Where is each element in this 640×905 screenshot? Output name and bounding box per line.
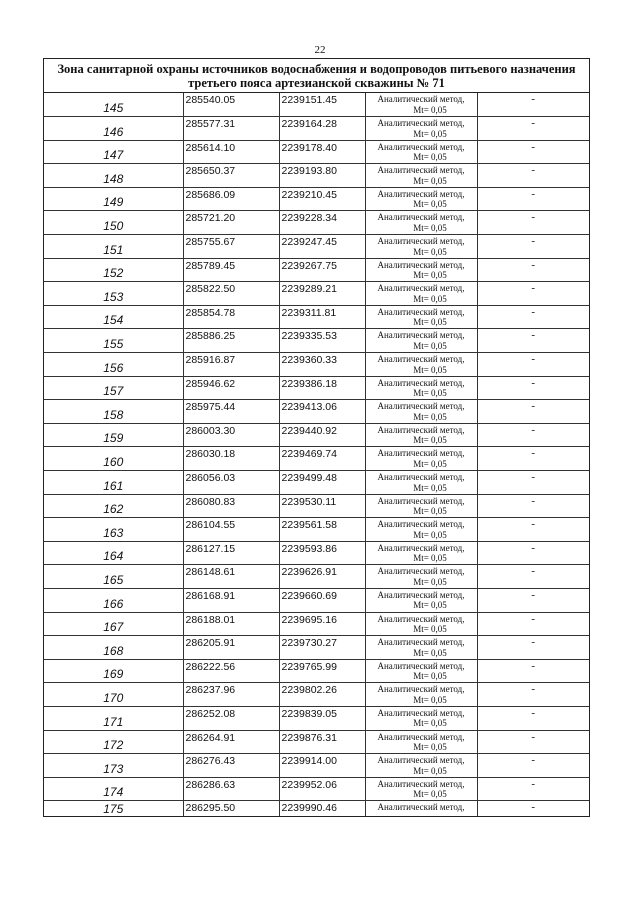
table-row (44, 754, 589, 778)
point-number-cell: 171 (44, 706, 183, 730)
description-cell: - (477, 801, 589, 816)
method-label: Аналитический метод, (377, 637, 465, 648)
table-row (44, 305, 589, 329)
x-coordinate-cell: 285975.44 (183, 400, 279, 424)
page-number: 22 (314, 44, 326, 56)
table-row (44, 541, 589, 565)
method-accuracy: Mt= 0,05 (413, 388, 447, 399)
method-accuracy: Mt= 0,05 (413, 482, 447, 493)
method-accuracy: Mt= 0,05 (413, 694, 447, 705)
method-cell (365, 754, 477, 778)
method-label: Аналитический метод, (377, 448, 465, 459)
method-accuracy: Mt= 0,05 (413, 175, 447, 186)
y-coordinate-cell: 2239335.53 (279, 329, 365, 353)
method-cell (365, 353, 477, 377)
description-cell: - (477, 423, 589, 447)
coordinates-table (44, 93, 589, 816)
method-accuracy: Mt= 0,05 (413, 128, 447, 139)
y-coordinate-cell: 2239660.69 (279, 588, 365, 612)
y-coordinate-cell: 2239164.28 (279, 117, 365, 141)
method-accuracy: Mt= 0,05 (413, 152, 447, 163)
method-cell (365, 777, 477, 801)
method-cell (365, 588, 477, 612)
y-coordinate-cell: 2239311.81 (279, 305, 365, 329)
x-coordinate-cell: 286003.30 (183, 423, 279, 447)
description-cell: - (477, 541, 589, 565)
method-label: Аналитический метод, (377, 401, 465, 412)
x-coordinate-cell: 286276.43 (183, 754, 279, 778)
method-cell (365, 235, 477, 259)
y-coordinate-cell: 2239151.45 (279, 93, 365, 117)
method-label: Аналитический метод, (377, 472, 465, 482)
description-cell: - (477, 494, 589, 518)
description-cell: - (477, 612, 589, 636)
x-coordinate-cell: 286104.55 (183, 518, 279, 542)
method-accuracy: Mt= 0,05 (413, 435, 447, 446)
method-cell (365, 706, 477, 730)
table-row (44, 140, 589, 164)
x-coordinate-cell: 286295.50 (183, 801, 279, 816)
method-cell (365, 93, 477, 117)
point-number-cell: 161 (44, 471, 183, 495)
method-cell (365, 612, 477, 636)
method-accuracy: Mt= 0,05 (413, 246, 447, 257)
method-label: Аналитический метод, (377, 354, 465, 365)
description-cell: - (477, 706, 589, 730)
y-coordinate-cell: 2239440.92 (279, 423, 365, 447)
method-label: Аналитический метод, (377, 377, 465, 388)
x-coordinate-cell: 285822.50 (183, 282, 279, 306)
method-label: Аналитический метод, (377, 802, 465, 813)
y-coordinate-cell: 2239876.31 (279, 730, 365, 754)
method-label: Аналитический метод, (377, 283, 465, 294)
point-number-cell: 163 (44, 518, 183, 542)
method-label: Аналитический метод, (377, 188, 465, 199)
x-coordinate-cell: 285614.10 (183, 140, 279, 164)
method-label: Аналитический метод, (377, 94, 465, 104)
method-label: Аналитический метод, (377, 613, 465, 624)
description-cell: - (477, 93, 589, 117)
x-coordinate-cell: 286030.18 (183, 447, 279, 471)
description-cell: - (477, 353, 589, 377)
method-accuracy: Mt= 0,05 (413, 576, 447, 587)
y-coordinate-cell: 2239289.21 (279, 282, 365, 306)
description-cell: - (477, 636, 589, 660)
method-cell (365, 305, 477, 329)
table-row (44, 565, 589, 589)
coordinates-table-body (44, 93, 589, 816)
table-row (44, 353, 589, 377)
method-label: Аналитический метод, (377, 495, 465, 506)
method-cell (365, 187, 477, 211)
method-cell (365, 376, 477, 400)
point-number-cell: 145 (44, 93, 183, 117)
method-label: Аналитический метод, (377, 141, 465, 152)
y-coordinate-cell: 2239530.11 (279, 494, 365, 518)
x-coordinate-cell: 285686.09 (183, 187, 279, 211)
description-cell: - (477, 329, 589, 353)
method-accuracy: Mt= 0,05 (413, 765, 447, 776)
point-number-cell: 146 (44, 117, 183, 141)
point-number-cell: 162 (44, 494, 183, 518)
method-accuracy: Mt= 0,05 (413, 317, 447, 328)
point-number-cell: 153 (44, 282, 183, 306)
x-coordinate-cell: 285854.78 (183, 305, 279, 329)
method-accuracy: Mt= 0,05 (413, 222, 447, 233)
method-label: Аналитический метод, (377, 589, 465, 600)
y-coordinate-cell: 2239193.80 (279, 164, 365, 188)
description-cell: - (477, 235, 589, 259)
point-number-cell: 150 (44, 211, 183, 235)
description-cell: - (477, 588, 589, 612)
table-row (44, 777, 589, 801)
method-cell (365, 659, 477, 683)
description-cell: - (477, 659, 589, 683)
table-row (44, 494, 589, 518)
point-number-cell: 159 (44, 423, 183, 447)
x-coordinate-cell: 286168.91 (183, 588, 279, 612)
x-coordinate-cell: 286286.63 (183, 777, 279, 801)
table-row (44, 93, 589, 117)
x-coordinate-cell: 286252.08 (183, 706, 279, 730)
x-coordinate-cell: 285650.37 (183, 164, 279, 188)
method-cell (365, 329, 477, 353)
description-cell: - (477, 140, 589, 164)
table-row (44, 187, 589, 211)
method-label: Аналитический метод, (377, 566, 465, 577)
y-coordinate-cell: 2239952.06 (279, 777, 365, 801)
method-label: Аналитический метод, (377, 684, 465, 695)
point-number-cell: 148 (44, 164, 183, 188)
table-row (44, 683, 589, 707)
y-coordinate-cell: 2239561.58 (279, 518, 365, 542)
method-cell (365, 683, 477, 707)
description-cell: - (477, 777, 589, 801)
method-accuracy: Mt= 0,05 (413, 742, 447, 753)
x-coordinate-cell: 285886.25 (183, 329, 279, 353)
table-row (44, 588, 589, 612)
point-number-cell: 164 (44, 541, 183, 565)
method-accuracy: Mt= 0,05 (413, 600, 447, 611)
y-coordinate-cell: 2239695.16 (279, 612, 365, 636)
point-number-cell: 149 (44, 187, 183, 211)
method-cell (365, 423, 477, 447)
description-cell: - (477, 471, 589, 495)
table-row (44, 706, 589, 730)
point-number-cell: 151 (44, 235, 183, 259)
method-cell (365, 447, 477, 471)
point-number-cell: 173 (44, 754, 183, 778)
description-cell: - (477, 211, 589, 235)
table-row (44, 329, 589, 353)
table-title-line-1: Зона санитарной охраны источников водоснабжения и водопроводов питьевого назначения (57, 62, 576, 76)
method-label: Аналитический метод, (377, 660, 465, 671)
method-accuracy: Mt= 0,05 (413, 553, 447, 564)
method-cell (365, 541, 477, 565)
point-number-cell: 175 (44, 801, 183, 816)
point-number-cell: 168 (44, 636, 183, 660)
method-label: Аналитический метод, (377, 542, 465, 553)
description-cell: - (477, 187, 589, 211)
method-cell (365, 565, 477, 589)
method-accuracy: Mt= 0,05 (413, 789, 447, 800)
point-number-cell: 174 (44, 777, 183, 801)
x-coordinate-cell: 285577.31 (183, 117, 279, 141)
y-coordinate-cell: 2239499.48 (279, 471, 365, 495)
description-cell: - (477, 447, 589, 471)
y-coordinate-cell: 2239765.99 (279, 659, 365, 683)
method-label: Аналитический метод, (377, 236, 465, 247)
method-accuracy: Mt= 0,05 (413, 647, 447, 658)
table-title-line-2: третьего пояса артезианской скважины № 71 (188, 76, 445, 90)
description-cell: - (477, 565, 589, 589)
point-number-cell: 147 (44, 140, 183, 164)
method-accuracy: Mt= 0,05 (413, 364, 447, 375)
table-row (44, 258, 589, 282)
method-label: Аналитический метод, (377, 519, 465, 530)
point-number-cell: 158 (44, 400, 183, 424)
table-row (44, 117, 589, 141)
y-coordinate-cell: 2239990.46 (279, 801, 365, 816)
table-row (44, 235, 589, 259)
x-coordinate-cell: 285721.20 (183, 211, 279, 235)
y-coordinate-cell: 2239267.75 (279, 258, 365, 282)
table-row (44, 801, 589, 816)
point-number-cell: 165 (44, 565, 183, 589)
method-label: Аналитический метод, (377, 212, 465, 223)
table-row (44, 376, 589, 400)
method-cell (365, 164, 477, 188)
y-coordinate-cell: 2239469.74 (279, 447, 365, 471)
description-cell: - (477, 258, 589, 282)
method-cell (365, 801, 477, 816)
description-cell: - (477, 400, 589, 424)
table-row (44, 164, 589, 188)
method-label: Аналитический метод, (377, 731, 465, 742)
x-coordinate-cell: 285946.62 (183, 376, 279, 400)
description-cell: - (477, 282, 589, 306)
method-label: Аналитический метод, (377, 118, 465, 129)
method-cell (365, 140, 477, 164)
description-cell: - (477, 164, 589, 188)
x-coordinate-cell: 286056.03 (183, 471, 279, 495)
method-accuracy: Mt= 0,05 (413, 340, 447, 351)
table-row (44, 282, 589, 306)
x-coordinate-cell: 285540.05 (183, 93, 279, 117)
method-cell (365, 494, 477, 518)
x-coordinate-cell: 286080.83 (183, 494, 279, 518)
point-number-cell: 172 (44, 730, 183, 754)
method-accuracy: Mt= 0,05 (413, 270, 447, 281)
method-label: Аналитический метод, (377, 707, 465, 718)
method-cell (365, 117, 477, 141)
method-accuracy: Mt= 0,05 (413, 199, 447, 210)
description-cell: - (477, 117, 589, 141)
table-row (44, 636, 589, 660)
y-coordinate-cell: 2239413.06 (279, 400, 365, 424)
y-coordinate-cell: 2239802.26 (279, 683, 365, 707)
table-row (44, 612, 589, 636)
point-number-cell: 154 (44, 305, 183, 329)
y-coordinate-cell: 2239839.05 (279, 706, 365, 730)
table-row (44, 471, 589, 495)
y-coordinate-cell: 2239247.45 (279, 235, 365, 259)
x-coordinate-cell: 285755.67 (183, 235, 279, 259)
description-cell: - (477, 305, 589, 329)
y-coordinate-cell: 2239593.86 (279, 541, 365, 565)
method-label: Аналитический метод, (377, 259, 465, 270)
description-cell: - (477, 518, 589, 542)
table-row (44, 730, 589, 754)
y-coordinate-cell: 2239386.18 (279, 376, 365, 400)
method-label: Аналитический метод, (377, 424, 465, 435)
method-accuracy: Mt= 0,05 (413, 506, 447, 517)
description-cell: - (477, 730, 589, 754)
table-title (44, 59, 589, 93)
point-number-cell: 157 (44, 376, 183, 400)
table-row (44, 518, 589, 542)
point-number-cell: 160 (44, 447, 183, 471)
y-coordinate-cell: 2239360.33 (279, 353, 365, 377)
y-coordinate-cell: 2239730.27 (279, 636, 365, 660)
method-label: Аналитический метод, (377, 306, 465, 317)
method-label: Аналитический метод, (377, 755, 465, 766)
table-row (44, 400, 589, 424)
x-coordinate-cell: 286127.15 (183, 541, 279, 565)
y-coordinate-cell: 2239210.45 (279, 187, 365, 211)
method-cell (365, 258, 477, 282)
x-coordinate-cell: 286222.56 (183, 659, 279, 683)
description-cell: - (477, 683, 589, 707)
x-coordinate-cell: 285789.45 (183, 258, 279, 282)
table-row (44, 447, 589, 471)
table-row (44, 423, 589, 447)
point-number-cell: 155 (44, 329, 183, 353)
method-cell (365, 400, 477, 424)
point-number-cell: 169 (44, 659, 183, 683)
y-coordinate-cell: 2239228.34 (279, 211, 365, 235)
x-coordinate-cell: 286148.61 (183, 565, 279, 589)
point-number-cell: 167 (44, 612, 183, 636)
method-cell (365, 518, 477, 542)
x-coordinate-cell: 286264.91 (183, 730, 279, 754)
point-number-cell: 166 (44, 588, 183, 612)
method-cell (365, 471, 477, 495)
y-coordinate-cell: 2239914.00 (279, 754, 365, 778)
description-cell: - (477, 754, 589, 778)
table-row (44, 659, 589, 683)
point-number-cell: 156 (44, 353, 183, 377)
description-cell: - (477, 376, 589, 400)
method-accuracy: Mt= 0,05 (413, 293, 447, 304)
method-accuracy: Mt= 0,05 (413, 458, 447, 469)
x-coordinate-cell: 286188.01 (183, 612, 279, 636)
method-label: Аналитический метод, (377, 330, 465, 341)
method-accuracy: Mt= 0,05 (413, 104, 447, 115)
y-coordinate-cell: 2239178.40 (279, 140, 365, 164)
point-number-cell: 152 (44, 258, 183, 282)
method-label: Аналитический метод, (377, 165, 465, 176)
method-cell (365, 211, 477, 235)
x-coordinate-cell: 286237.96 (183, 683, 279, 707)
method-cell (365, 730, 477, 754)
table-row (44, 211, 589, 235)
method-cell (365, 282, 477, 306)
y-coordinate-cell: 2239626.91 (279, 565, 365, 589)
method-cell (365, 636, 477, 660)
method-accuracy: Mt= 0,05 (413, 671, 447, 682)
point-number-cell: 170 (44, 683, 183, 707)
document-table-frame (43, 58, 590, 817)
x-coordinate-cell: 285916.87 (183, 353, 279, 377)
method-accuracy: Mt= 0,05 (413, 411, 447, 422)
method-label: Аналитический метод, (377, 778, 465, 789)
x-coordinate-cell: 286205.91 (183, 636, 279, 660)
method-accuracy: Mt= 0,05 (413, 718, 447, 729)
method-accuracy: Mt= 0,05 (413, 529, 447, 540)
method-accuracy: Mt= 0,05 (413, 624, 447, 635)
